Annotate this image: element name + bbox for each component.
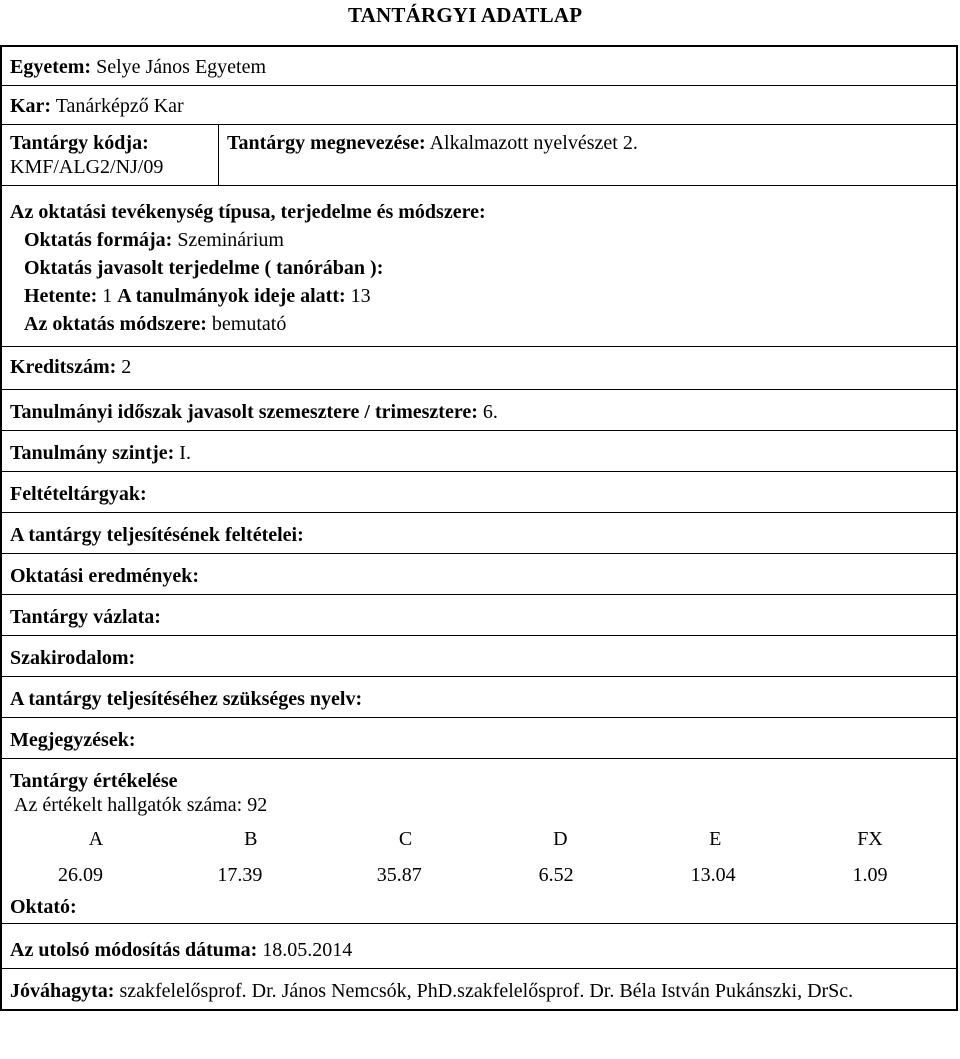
weekly-label: Hetente:	[24, 285, 98, 307]
grade-value: 13.04	[690, 864, 736, 886]
modified-value: 18.05.2014	[262, 939, 353, 961]
course-datasheet-table	[0, 45, 958, 1011]
university-value: Selye János Egyetem	[96, 56, 267, 78]
course-name-value: Alkalmazott nyelvészet 2.	[429, 132, 638, 154]
grade-label: FX	[857, 828, 883, 850]
credits-row	[2, 347, 956, 390]
literature-label: Szakirodalom:	[10, 647, 136, 669]
level-label: Tanulmány szintje:	[10, 442, 175, 464]
form-value: Szeminárium	[177, 229, 284, 251]
evaluation-row	[2, 759, 956, 924]
grade-value: 6.52	[538, 864, 574, 886]
approved-label: Jóváhagyta:	[10, 980, 115, 1002]
notes-label: Megjegyzések:	[10, 729, 136, 751]
course-name-label: Tantárgy megnevezése:	[227, 132, 426, 154]
conditions-label: A tantárgy teljesítésének feltételei:	[10, 524, 304, 546]
grade-value: 26.09	[58, 864, 103, 886]
evaluated-count: Az értékelt hallgatók száma: 92	[14, 794, 268, 816]
university-row	[2, 47, 956, 86]
prerequisites-label: Feltételtárgyak:	[10, 483, 147, 505]
outline-row	[2, 595, 956, 636]
grade-label: E	[709, 828, 722, 850]
conditions-row	[2, 513, 956, 554]
language-label: A tantárgy teljesítéséhez szükséges nyelv:	[10, 688, 363, 710]
form-label: Oktatás formája:	[24, 229, 173, 251]
course-id-row	[2, 125, 956, 186]
approved-value: szakfelelősprof. Dr. János Nemcsók, PhD.szakfelelősprof. Dr. Béla István Pukánszki, DrSc.	[119, 980, 854, 1002]
grade-value: 35.87	[376, 864, 422, 886]
modified-row	[2, 924, 956, 969]
semester-value: 6.	[482, 401, 498, 423]
teacher-label: Oktató:	[10, 896, 77, 918]
grade-label: B	[244, 828, 258, 850]
grade-label: C	[398, 828, 413, 850]
university-label: Egyetem:	[10, 56, 92, 78]
faculty-value: Tanárképző Kar	[55, 95, 184, 117]
language-row	[2, 677, 956, 718]
grade-value: 1.09	[852, 864, 888, 886]
credits-value: 2	[121, 356, 132, 378]
course-code-label: Tantárgy kódja:	[10, 132, 149, 154]
grade-header-row	[10, 827, 948, 851]
faculty-row	[2, 86, 956, 125]
approved-row	[2, 969, 956, 1009]
outline-label: Tantárgy vázlata:	[10, 606, 161, 628]
course-name-cell	[219, 125, 956, 185]
semester-row	[2, 390, 956, 431]
extent-label: Oktatás javasolt terjedelme ( tanórában ):	[24, 257, 384, 279]
level-row	[2, 431, 956, 472]
method-value: bemutató	[211, 313, 287, 335]
method-label: Az oktatás módszere:	[24, 313, 207, 335]
outcomes-label: Oktatási eredmények:	[10, 565, 200, 587]
grade-values-row	[10, 863, 948, 887]
credits-label: Kreditszám:	[10, 356, 117, 378]
grade-label: D	[553, 828, 568, 850]
outcomes-row	[2, 554, 956, 595]
course-code-cell	[2, 125, 219, 185]
activity-heading: Az oktatási tevékenység típusa, terjedelme és módszere:	[10, 201, 486, 223]
grade-value: 17.39	[217, 864, 263, 886]
total-label: A tanulmányok ideje alatt:	[117, 285, 346, 307]
page-title: TANTÁRGYI ADATLAP	[348, 3, 583, 27]
literature-row	[2, 636, 956, 677]
notes-row	[2, 718, 956, 759]
evaluation-label: Tantárgy értékelése	[10, 770, 178, 792]
modified-label: Az utolsó módosítás dátuma:	[10, 939, 258, 961]
total-value: 13	[350, 285, 371, 307]
prerequisites-row	[2, 472, 956, 513]
weekly-value: 1	[102, 285, 113, 307]
activity-row	[2, 186, 956, 347]
course-code-value: KMF/ALG2/NJ/09	[10, 156, 164, 178]
level-value: I.	[179, 442, 191, 464]
grade-label: A	[88, 828, 104, 850]
semester-label: Tanulmányi időszak javasolt szemesztere / trimesztere:	[10, 401, 478, 423]
faculty-label: Kar:	[10, 95, 52, 117]
